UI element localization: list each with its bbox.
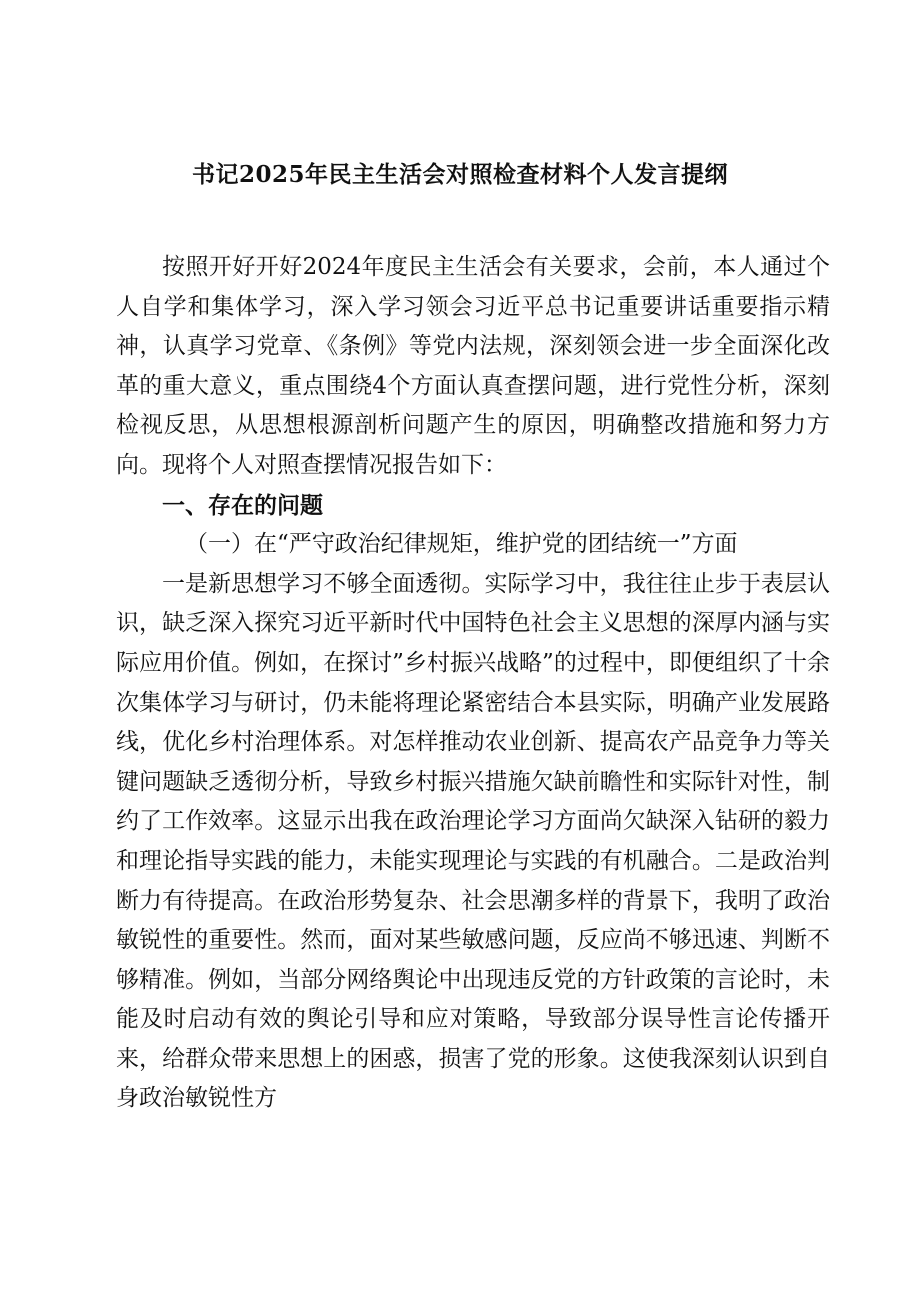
document-body <box>116 248 830 1119</box>
section-heading-problems: 一、存在的问题 <box>162 491 323 519</box>
body-paragraph: 一是新思想学习不够全面透彻。实际学习中，我往往止步于表层认识，缺乏深入探究习近平新时代中国特色社会主义思想的深厚内涵与实际应用价值。例如，在探讨”乡村振兴战略”的过程中，即便组织了十余次集体学习与研讨，仍未能将理论紧密结合本县实际，明确产业发展路线，优化乡村治理体系。对怎样推动农业创新、提高农产品竞争力等关键问题缺乏透彻分析，导致乡村振兴措施欠缺前瞻性和实际针对性，制约了工作效率。这显示出我在政治理论学习方面尚欠缺深入钻研的毅力和理论指导实践的能力，未能实现理论与实践的有机融合。二是政治判断力有待提高。在政治形势复杂、社会思潮多样的背景下，我明了政治敏锐性的重要性。然而，面对某些敏感问题，反应尚不够迅速、判断不够精准。例如，当部分网络舆论中出现违反党的方针政策的言论时，未能及时启动有效的舆论引导和应对策略，导致部分误导性言论传播开来，给群众带来思想上的困惑，损害了党的形象。这使我深刻认识到自身政治敏锐性方 <box>116 570 830 1112</box>
document-title: 书记2025年民主生活会对照检查材料个人发言提纲 <box>191 161 728 188</box>
subsection-heading-political-discipline: （一）在“严守政治纪律规矩，维护党的团结统一”方面 <box>185 531 738 558</box>
intro-paragraph: 按照开好开好2024年度民主生活会有关要求，会前，本人通过个人自学和集体学习，深入学习领会习近平总书记重要讲话重要指示精神，认真学习党章、《条例》等党内法规，深刻领会进一步全面深化改革的重大意义，重点围绕4个方面认真查摆问题，进行党性分析，深刻检视反思，从思想根源剖析问题产生的原因，明确整改措施和努力方向。现将个人对照查摆情况报告如下： <box>116 254 830 478</box>
